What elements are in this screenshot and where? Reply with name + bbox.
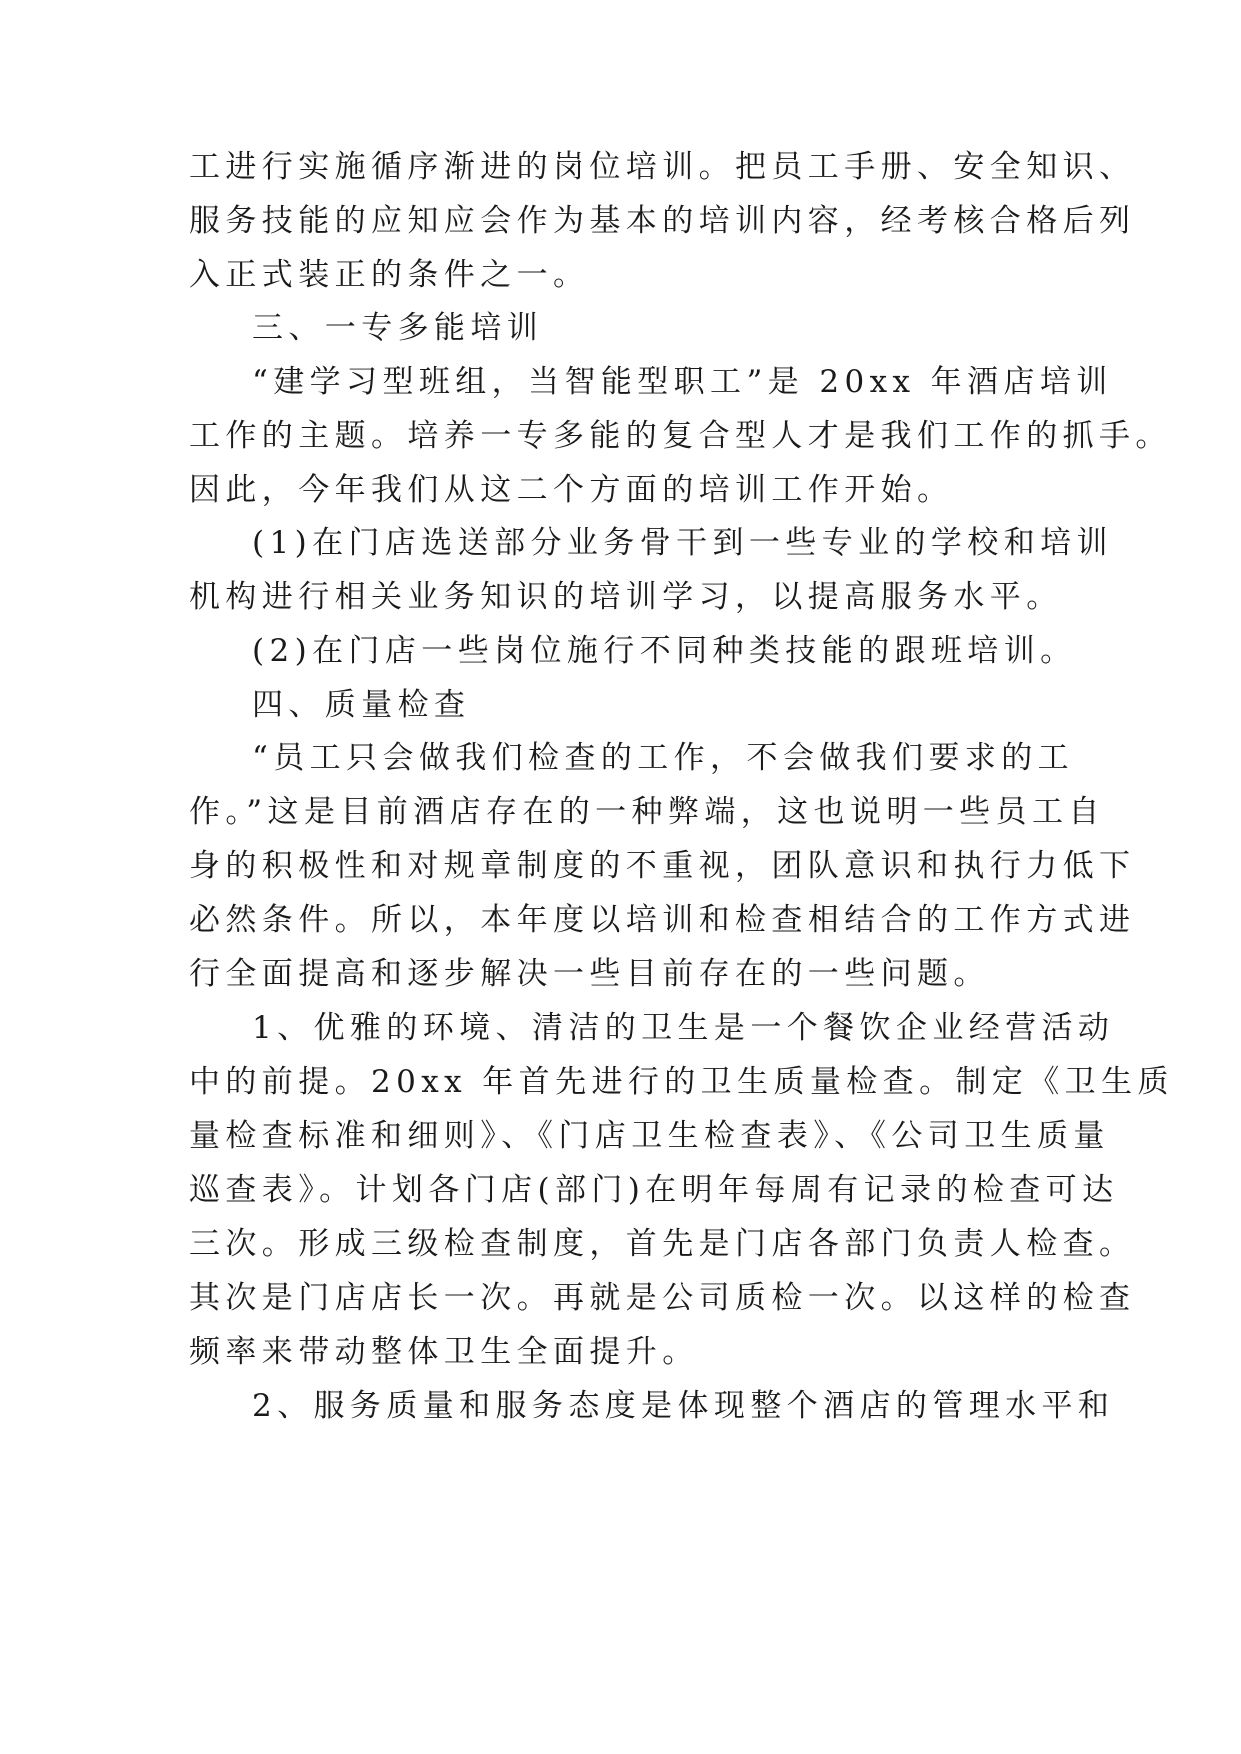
text-line: 2、服务质量和服务态度是体现整个酒店的管理水平和: [252, 1388, 1115, 1424]
text-line: 服务技能的应知应会作为基本的培训内容，经考核合格后列: [189, 203, 1136, 239]
text-line: 巡查表》。计划各门店(部门)在明年每周有记录的检查可达: [189, 1172, 1119, 1208]
text-line: (1)在门店选送部分业务骨干到一些专业的学校和培训: [252, 525, 1113, 561]
text-line: 量检查标准和细则》、《门店卫生检查表》、《公司卫生质量: [189, 1118, 1110, 1154]
text-line: 三次。形成三级检查制度，首先是门店各部门负责人检查。: [189, 1226, 1136, 1262]
text-line: 1、优雅的环境、清洁的卫生是一个餐饮企业经营活动: [252, 1010, 1115, 1046]
text-line: 因此，今年我们从这二个方面的培训工作开始。: [189, 472, 954, 508]
text-line: 作。”这是目前酒店存在的一种弊端，这也说明一些员工自: [189, 794, 1105, 830]
text-line: 行全面提高和逐步解决一些目前存在的一些问题。: [189, 956, 990, 992]
text-line: (2)在门店一些岗位施行不同种类技能的跟班培训。: [252, 633, 1077, 669]
text-line: 工进行实施循序渐进的岗位培训。把员工手册、安全知识、: [189, 149, 1136, 185]
text-line: 机构进行相关业务知识的培训学习，以提高服务水平。: [189, 579, 1063, 615]
text-line: “建学习型班组，当智能型职工”是 20xx 年酒店培训: [252, 364, 1113, 400]
text-line: 频率来带动整体卫生全面提升。: [189, 1334, 699, 1370]
text-line: 身的积极性和对规章制度的不重视，团队意识和执行力低下: [189, 848, 1136, 884]
text-line: “员工只会做我们检查的工作，不会做我们要求的工: [252, 740, 1075, 776]
text-line: 其次是门店店长一次。再就是公司质检一次。以这样的检查: [189, 1280, 1136, 1316]
text-line: 必然条件。所以，本年度以培训和检查相结合的工作方式进: [189, 902, 1136, 938]
section-heading: 三、一专多能培训: [252, 310, 544, 346]
section-heading: 四、质量检查: [252, 687, 471, 723]
text-line: 工作的主题。培养一专多能的复合型人才是我们工作的抓手。: [189, 418, 1172, 454]
text-line: 中的前提。20xx 年首先进行的卫生质量检查。制定《卫生质: [189, 1064, 1174, 1100]
text-line: 入正式装正的条件之一。: [189, 257, 590, 293]
